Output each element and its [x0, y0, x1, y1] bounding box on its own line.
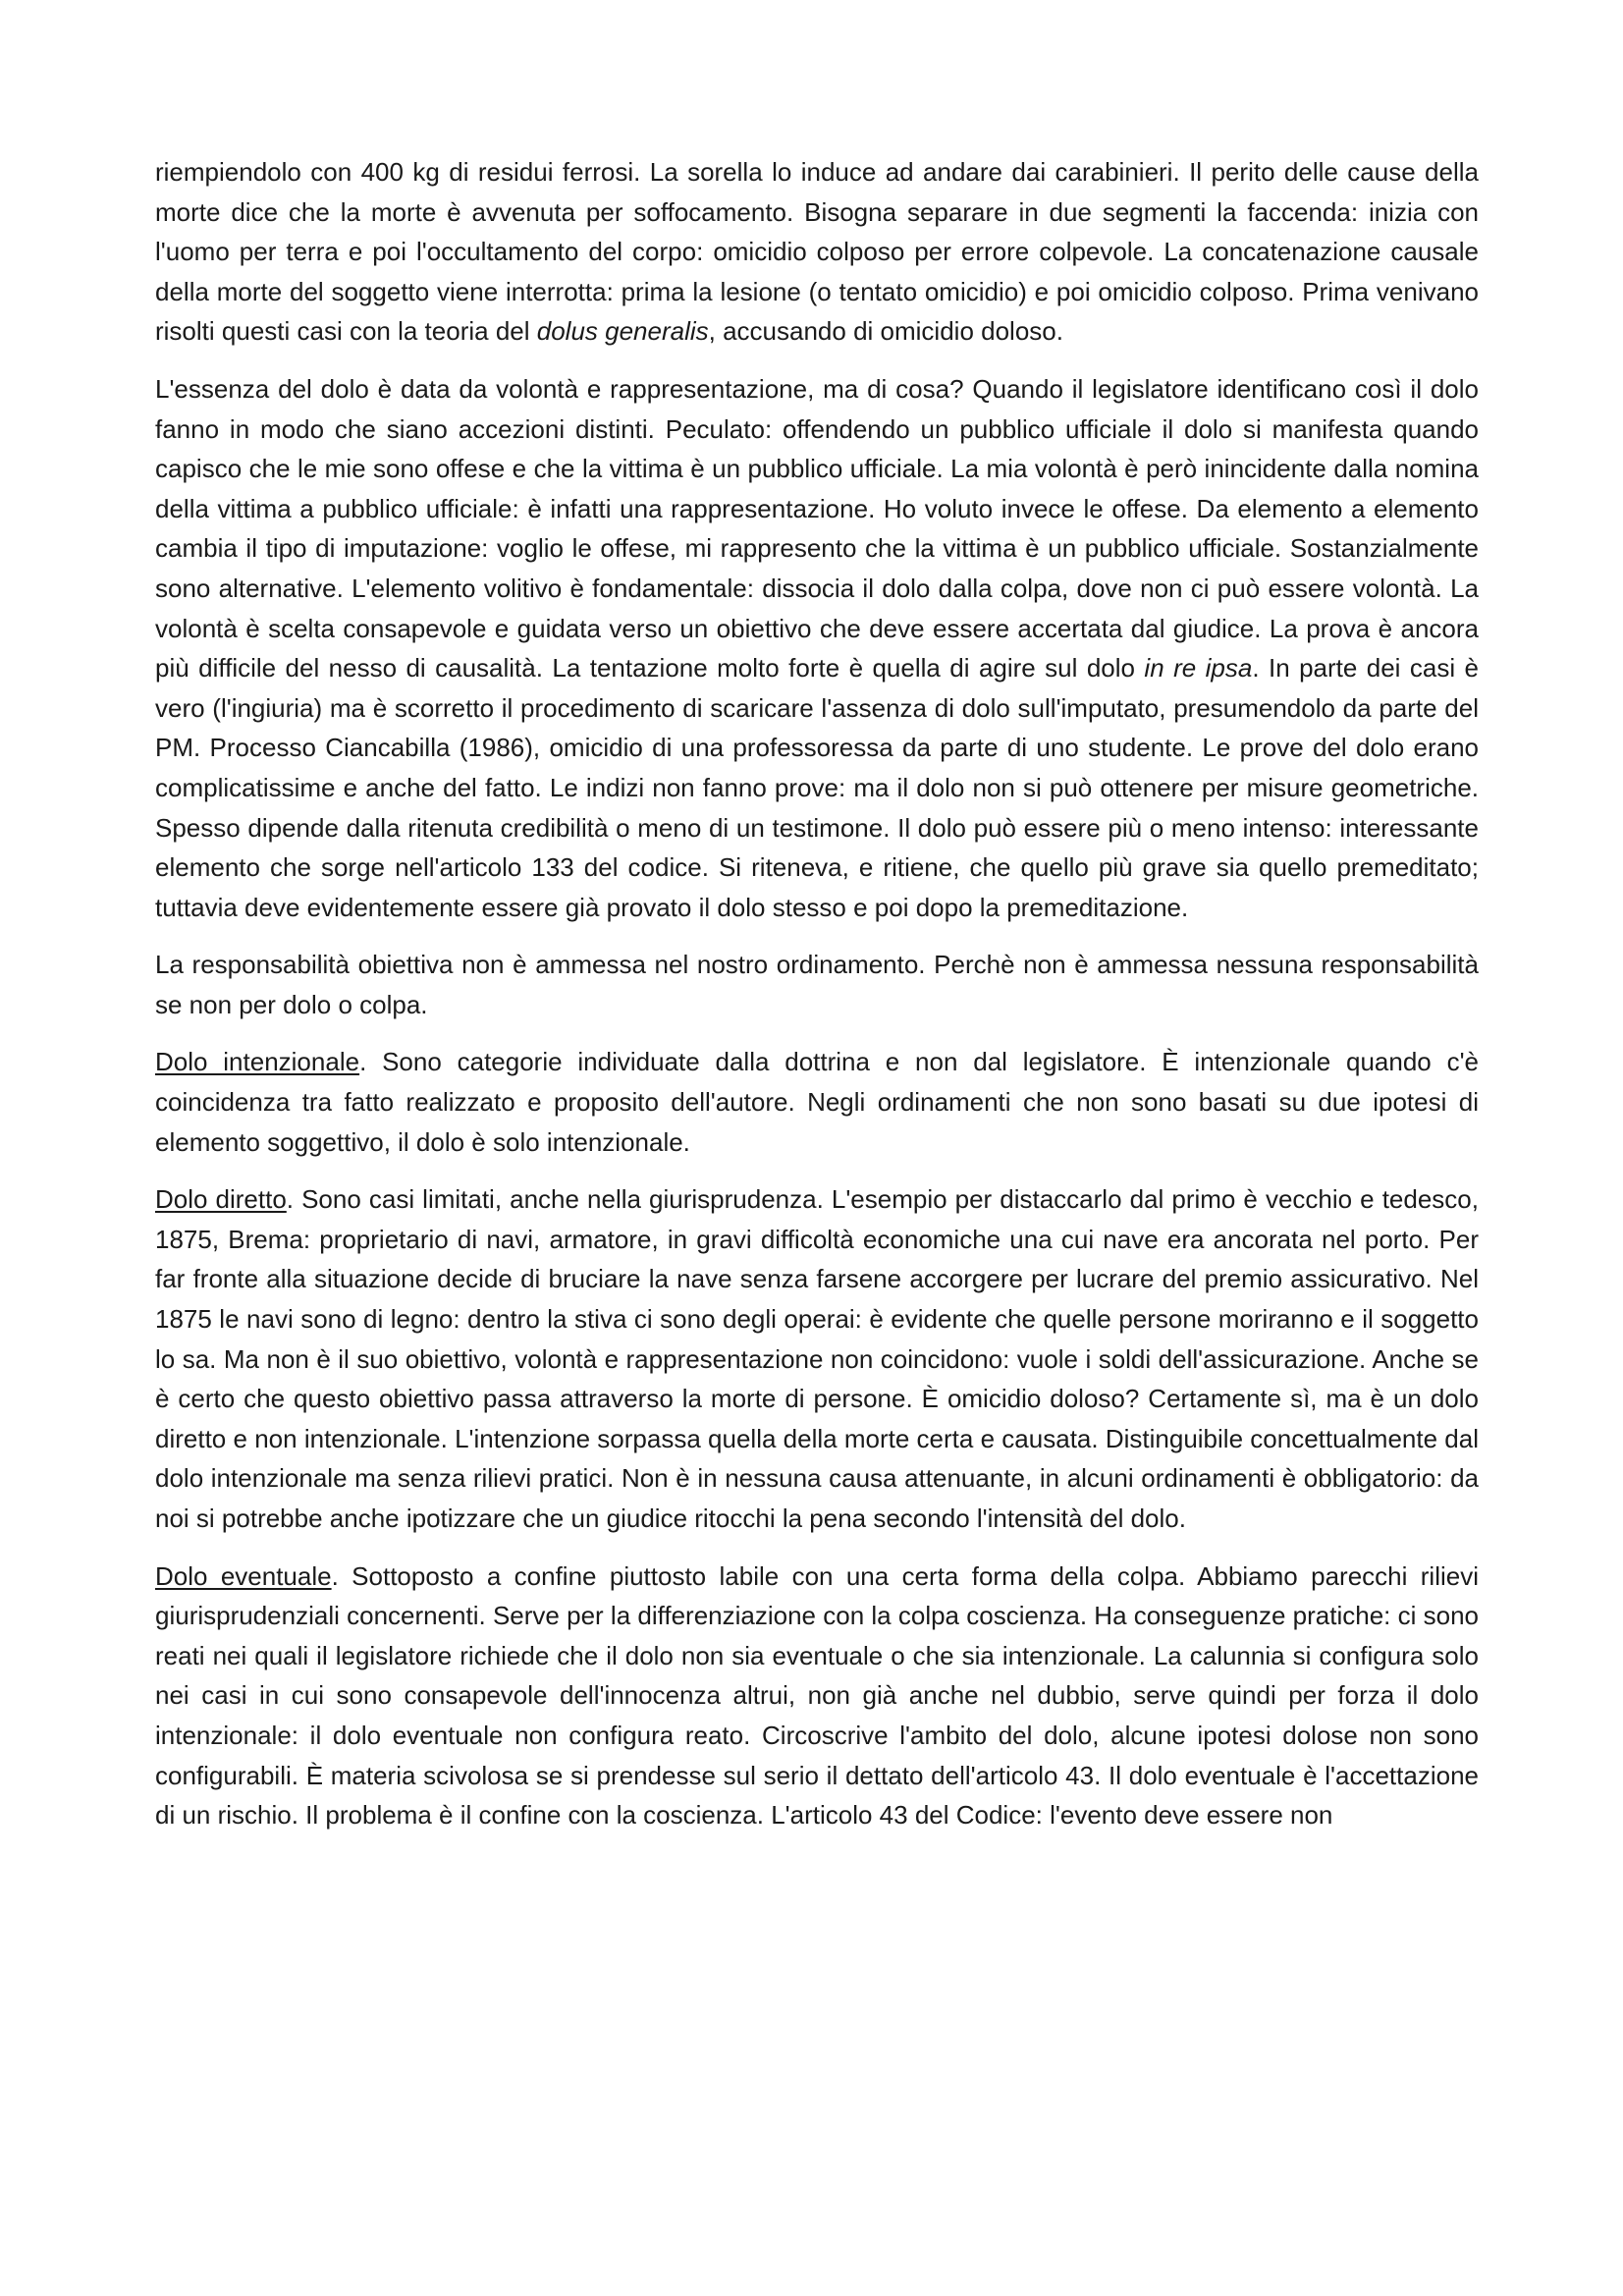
- text-run: L'essenza del dolo è data da volontà e rappresentazione, ma di cosa? Quando il legislatore identificano così il dolo fanno in modo che siano accezioni distinti. Peculato: offendendo un pubblico ufficiale il dolo si manifesta quando capisco che le mie sono offese e che la vittima è un pubblico ufficiale. La mia volontà è però inincidente dalla nomina della vittima a pubblico ufficiale: è infatti una rappresentazione. Ho voluto invece le offese. Da elemento a elemento cambia il tipo di imputazione: voglio le offese, mi rappresento che la vittima è un pubblico ufficiale. Sostanzialmente sono alternative. L'elemento volitivo è fondamentale: dissocia il dolo dalla colpa, dove non ci può essere volontà. La volontà è scelta consapevole e guidata verso un obiettivo che deve essere accertata dal giudice. La prova è ancora più difficile del nesso di causalità. La tentazione molto forte è quella di agire sul dolo: [155, 373, 1479, 683]
- section-heading-dolo-diretto: Dolo diretto: [155, 1184, 287, 1215]
- text-run: La responsabilità obiettiva non è ammessa nel nostro ordinamento. Perchè non è ammessa nessuna responsabilità se non per dolo o colpa.: [155, 950, 1479, 1019]
- document-page: [155, 152, 1479, 1853]
- paragraph-dolo-intenzionale: [155, 1042, 1479, 1162]
- paragraph-essenza-dolo: [155, 369, 1479, 927]
- text-run: . Sottoposto a confine piuttosto labile con una certa forma della colpa. Abbiamo parecchi rilievi giurisprudenziali concernenti. Serve per la differenziazione con la colpa coscienza. Ha conseguenze pratiche: ci sono reati nei quali il legislatore richiede che il dolo non sia eventuale o che sia intenzionale. La calunnia si configura solo nei casi in cui sono consapevole dell'innocenza altrui, non già anche nel dubbio, serve quindi per forza il dolo intenzionale: il dolo eventuale non configura reato. Circoscrive l'ambito del dolo, alcune ipotesi dolose non sono configurabili. È materia scivolosa se si prendesse sul serio il dettato dell'articolo 43. Il dolo eventuale è l'accettazione di un rischio. Il problema è il confine con la coscienza. L'articolo 43 del Codice: l'evento deve essere non: [155, 1560, 1479, 1831]
- text-run: . In parte dei casi è vero (l'ingiuria) ma è scorretto il procedimento di scaricare l'assenza di dolo sull'imputato, presumendolo da parte del PM. Processo Ciancabilla (1986), omicidio di una professoressa da parte di uno studente. Le prove del dolo erano complicatissime e anche del fatto. Le indizi non fanno prove: ma il dolo non si può ottenere per misure geometriche. Spesso dipende dalla ritenuta credibilità o meno di un testimone. Il dolo può essere più o meno intenso: interessante elemento che sorge nell'articolo 133 del codice. Si riteneva, e ritiene, che quello più grave sia quello premeditato; tuttavia deve evidentemente essere già provato il dolo stesso e poi dopo la premeditazione.: [155, 653, 1480, 922]
- text-run: riempiendolo con 400 kg di residui ferrosi. La sorella lo induce ad andare dai carabinieri. Il perito delle cause della morte dice che la morte è avvenuta per soffocamento. Bisogna separare in due segmenti la faccenda: inizia con l'uomo per terra e poi l'occultamento del corpo: omicidio colposo per errore colpevole. La concatenazione causale della morte del soggetto viene interrotta: prima la lesione (o tentato omicidio) e poi omicidio colposo. Prima venivano risolti questi casi con la teoria del: [155, 157, 1479, 347]
- text-run: , accusando di omicidio doloso.: [708, 316, 1063, 347]
- text-run: . Sono casi limitati, anche nella giurisprudenza. L'esempio per distaccarlo dal primo è vecchio e tedesco, 1875, Brema: proprietario di navi, armatore, in gravi difficoltà economiche una cui nave era ancorata nel porto. Per far fronte alla situazione decide di bruciare la nave senza farsene accorgere per lucrare del premio assicurativo. Nel 1875 le navi sono di legno: dentro la stiva ci sono degli operai: è evidente che quelle persone moriranno e il soggetto lo sa. Ma non è il suo obiettivo, volontà e rappresentazione non coincidono: vuole i soldi dell'assicurazione. Anche se è certo che questo obiettivo passa attraverso la morte di persone. È omicidio doloso? Certamente sì, ma è un dolo diretto e non intenzionale. L'intenzione sorpassa quella della morte certa e causata. Distinguibile concettualmente dal dolo intenzionale ma senza rilievi pratici. Non è in nessuna causa attenuante, in alcuni ordinamenti è obbligatorio: da noi si potrebbe anche ipotizzare che un giudice ritocchi la pena secondo l'intensità del dolo.: [155, 1184, 1479, 1533]
- section-heading-dolo-intenzionale: Dolo intenzionale: [155, 1047, 360, 1077]
- paragraph-dolo-eventuale: [155, 1557, 1479, 1835]
- italic-term: in re ipsa: [1144, 653, 1253, 683]
- paragraph-dolo-diretto: [155, 1179, 1479, 1538]
- paragraph-dolus-generalis: [155, 152, 1479, 352]
- text-run: . Sono categorie individuate dalla dottrina e non dal legislatore. È intenzionale quando c'è coincidenza tra fatto realizzato e proposito dell'autore. Negli ordinamenti che non sono basati su due ipotesi di elemento soggettivo, il dolo è solo intenzionale.: [155, 1047, 1479, 1157]
- paragraph-responsabilita-obiettiva: [155, 945, 1479, 1024]
- section-heading-dolo-eventuale: Dolo eventuale: [155, 1560, 332, 1591]
- italic-term: dolus generalis: [536, 316, 709, 347]
